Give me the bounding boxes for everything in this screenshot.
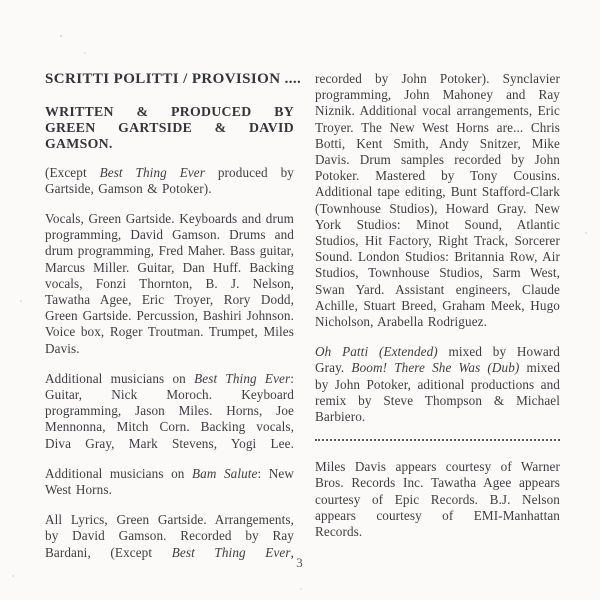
credits-paragraph	[45, 211, 294, 357]
credits-paragraph	[315, 71, 560, 330]
credits-paragraph	[315, 459, 560, 540]
right-column	[315, 71, 560, 575]
text-segment: All Lyrics, Green Gartside. Arrangements, by David Gamson. Recorded by Ray Bardani, (Except	[45, 512, 294, 560]
text-segment: mixed by Howard Gray.	[315, 344, 560, 376]
text-segment: Miles Davis appears courtesy of Warner Bros. Records Inc. Tawatha Agee appears courtesy of Epic Records. B.J. Nelson appears courtesy of EMI-Manhattan Records.	[315, 459, 560, 540]
text-segment: : New West Horns.	[45, 465, 294, 498]
text-segment: WRITTEN & PRODUCED BY GREEN GARTSIDE & DAVID GAMSON.	[45, 104, 294, 152]
page-title: SCRITTI POLITTI / PROVISION ....	[45, 71, 302, 87]
scan-speck-artifacts	[0, 0, 2, 2]
text-segment: Vocals, Green Gartside. Keyboards and drum programming, David Gamson. Drums and drum programming, Fred Maher. Bass guitar, Marcus Miller. Guitar, Dan Huff. Backing vocals, Fonzi Thornton, B. J. Nelson, Tawatha Agee, Eric Troyer, Rory Dodd, Green Gartside. Percussion, Bashiri Johnson. Voice box, Roger Troutman. Trumpet, Miles Davis.	[45, 211, 294, 356]
song-title-italic: Bam Salute	[191, 465, 258, 481]
song-title-italic: Best Thing Ever	[194, 370, 291, 386]
text-segment: Additional musicians on	[45, 370, 195, 386]
credits-paragraph	[45, 466, 294, 498]
song-title-italic: Boom! There She Was (Dub)	[351, 360, 520, 376]
text-segment: Additional musicians on	[45, 465, 192, 481]
song-title-italic: Oh Patti (Extended)	[315, 344, 438, 360]
credits-paragraph	[315, 344, 560, 425]
text-segment: (Except	[45, 164, 100, 180]
song-title-italic: Best Thing Ever	[99, 164, 205, 180]
credits-heading	[45, 104, 294, 153]
text-segment: mixed by John Potoker, aditional productions and remix by Steve Thompson & Michael Barbiero.	[315, 360, 561, 425]
right-column-text	[315, 71, 560, 540]
credits-columns	[45, 71, 560, 575]
credits-paragraph	[45, 371, 294, 452]
dotted-separator	[315, 439, 560, 441]
song-title-italic: Best Thing Ever	[171, 544, 291, 560]
left-column-text	[45, 104, 294, 561]
left-column	[45, 71, 302, 575]
text-segment: ,	[290, 544, 294, 560]
text-segment: recorded by John Potoker). Synclavier programming, John Mahoney and Ray Niznik. Additional vocal arrangements, Eric Troyer. The New West Horns are... Chris Botti, Kent Smith, Andy Snitzer, Mike Davis. Drum samples recorded by John Potoker. Mastered by Tony Cousins. Additional tape editing, Bunt Stafford-Clark (Townhouse Studios), Howard Gray. New York Studios: Minot Sound, Atlantic Studios, Hit Factory, Right Track, Sorcerer Sound. London Studios: Britannia Row, Air Studios, Townhouse Studios, Sarm West, Swan Yard. Assistant engineers, Claude Achille, Stuart Breed, Graham Meek, Hugo Nicholson, Arabella Rodriguez.	[315, 71, 560, 330]
text-segment: produced by Gartside, Gamson & Potoker).	[45, 164, 294, 196]
text-segment: : Guitar, Nick Moroch. Keyboard programming, Jason Miles. Horns, Joe Mennonna, Mitch Corn. Backing vocals, Diva Gray, Mark Stevens, Yogi Lee.	[45, 370, 294, 451]
credits-paragraph	[45, 512, 294, 561]
credits-paragraph	[45, 165, 294, 197]
page-number: 3	[296, 555, 304, 570]
